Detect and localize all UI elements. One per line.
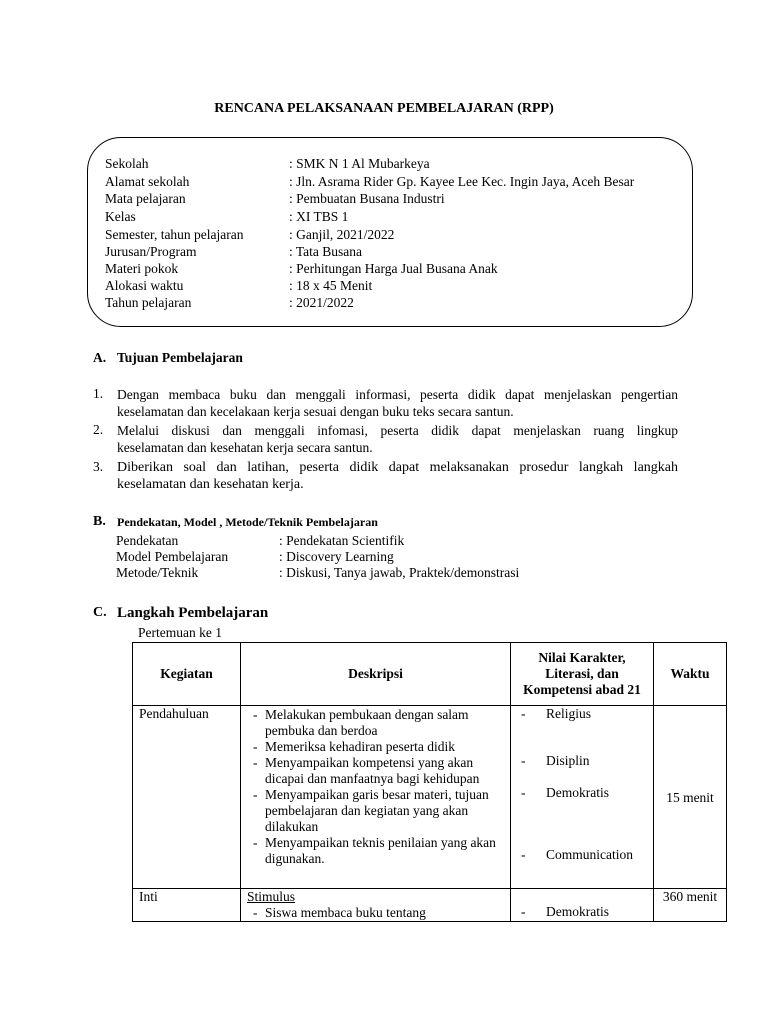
identity-label: Semester, tahun pelajaran (105, 227, 244, 242)
list-item: - Menyampaikan teknis penilaian yang akan digunakan. (253, 835, 496, 866)
objective-number: 2. (93, 422, 104, 437)
section-b-letter: B. (93, 514, 106, 529)
model-value: : Discovery Learning (279, 549, 394, 564)
identity-value: : Jln. Asrama Rider Gp. Kayee Lee Kec. Ingin Jaya, Aceh Besar (289, 174, 635, 189)
objective-line: Diberikan soal dan latihan, peserta didik dapat melaksanakan prosedur langkah langkah (117, 460, 678, 475)
identity-label: Kelas (105, 209, 136, 224)
identity-label: Alokasi waktu (105, 278, 184, 293)
identity-value: : 2021/2022 (289, 295, 354, 310)
approach-label: Pendekatan (116, 533, 179, 548)
identity-label: Jurusan/Program (105, 244, 197, 259)
cell-waktu: 360 menit (654, 889, 727, 922)
objective-item (117, 459, 678, 493)
identity-label: Alamat sekolah (105, 174, 190, 189)
cell-kegiatan: Pendahuluan (133, 706, 241, 889)
section-c-letter: C. (93, 605, 107, 620)
model-row (116, 548, 676, 565)
header-kegiatan: Kegiatan (133, 643, 241, 706)
value-text: Religius (546, 706, 592, 721)
objective-item (117, 422, 678, 456)
cell-nilai: - Demokratis (511, 889, 654, 922)
identity-row-school (105, 155, 705, 172)
document-title: RENCANA PELAKSANAAN PEMBELAJARAN (RPP) (214, 101, 554, 116)
desc-text: Menyampaikan teknis penilaian yang akan digunakan. (265, 835, 496, 866)
list-item: - Melakukan pembukaan dengan salam pembuka dan berdoa (253, 707, 469, 738)
identity-value: : Ganjil, 2021/2022 (289, 227, 395, 242)
identity-value: : Pembuatan Busana Industri (289, 191, 445, 206)
desc-text: Menyampaikan kompetensi yang akan dicapai dan manfaatnya bagi kehidupan (265, 755, 480, 786)
list-item: - Siswa membaca buku tentang (253, 905, 426, 920)
identity-value: : Perhitungan Harga Jual Busana Anak (289, 261, 498, 276)
identity-label: Mata pelajaran (105, 191, 186, 206)
objective-line: keselamatan dan kesehatan kerja secara santun. (117, 440, 373, 455)
value-text: Demokratis (546, 785, 609, 800)
desc-text: Menyampaikan garis besar materi, tujuan pembelajaran dan kegiatan yang akan dilakukan (265, 787, 489, 834)
meeting-label: Pertemuan ke 1 (138, 625, 222, 640)
objective-number: 1. (93, 386, 104, 401)
identity-label: Materi pokok (105, 261, 179, 276)
section-b-heading: Pendekatan, Model , Metode/Teknik Pembelajaran (117, 515, 378, 529)
stimulus-label: Stimulus (247, 889, 296, 904)
desc-text: Melakukan pembukaan dengan salam pembuka dan berdoa (265, 707, 469, 738)
objective-line: keselamatan dan kecelakaan kerja sesuai dengan buku teks secara santun. (117, 404, 514, 419)
identity-row-material (105, 260, 705, 277)
value-text: Disiplin (546, 753, 590, 768)
section-c-heading: Langkah Pembelajaran (117, 605, 269, 621)
desc-text: Memeriksa kehadiran peserta didik (265, 739, 456, 754)
cell-deskripsi (241, 706, 511, 889)
objective-line: Dengan membaca buku dan menggali informasi, peserta didik dapat menjelaskan pengertian (117, 387, 678, 402)
identity-label: Tahun pelajaran (105, 295, 192, 310)
identity-row-class (105, 208, 705, 225)
objective-line: Melalui diskusi dan menggali infomasi, peserta didik dapat menjelaskan ruang lingkup (117, 423, 678, 438)
objective-number: 3. (93, 459, 104, 474)
section-a-heading: Tujuan Pembelajaran (117, 350, 243, 365)
identity-label: Sekolah (105, 156, 149, 171)
identity-row-time (105, 277, 705, 294)
table-header-row (133, 643, 727, 706)
model-label: Model Pembelajaran (116, 549, 229, 564)
learning-steps-table (132, 642, 727, 922)
cell-nilai: - Religius - Disiplin - Demokratis - Communication (511, 706, 654, 889)
objective-item (117, 386, 678, 420)
list-item: - Menyampaikan kompetensi yang akan dicapai dan manfaatnya bagi kehidupan (253, 755, 480, 786)
value-text: Demokratis (546, 904, 609, 919)
identity-value: : Tata Busana (289, 244, 363, 259)
list-item: - Memeriksa kehadiran peserta didik (253, 739, 456, 754)
identity-value: : SMK N 1 Al Mubarkeya (289, 156, 430, 171)
cell-kegiatan: Inti (133, 889, 241, 922)
desc-text: Siswa membaca buku tentang (265, 905, 426, 920)
value-text: Communication (546, 847, 633, 862)
identity-value: : XI TBS 1 (289, 209, 349, 224)
identity-row-semester (105, 226, 705, 243)
list-item: - Menyampaikan garis besar materi, tujuan pembelajaran dan kegiatan yang akan dilakukan (253, 787, 489, 834)
cell-waktu: 15 menit (654, 706, 727, 889)
method-row (116, 564, 676, 581)
section-a-letter: A. (93, 350, 107, 365)
identity-row-program (105, 243, 705, 260)
method-value: : Diskusi, Tanya jawab, Praktek/demonstrasi (279, 565, 520, 580)
objective-line: keselamatan dan kesehatan kerja. (117, 477, 304, 492)
header-nilai: Nilai Karakter, Literasi, dan Kompetensi abad 21 (511, 643, 654, 706)
header-waktu: Waktu (654, 643, 727, 706)
identity-row-year (105, 294, 705, 311)
header-deskripsi: Deskripsi (241, 643, 511, 706)
identity-row-subject (105, 190, 705, 207)
table-row-inti (133, 889, 727, 922)
approach-row (116, 532, 676, 549)
approach-value: : Pendekatan Scientifik (279, 533, 405, 548)
identity-row-address (105, 173, 705, 190)
cell-deskripsi (241, 889, 511, 922)
method-label: Metode/Teknik (116, 565, 199, 580)
identity-value: : 18 x 45 Menit (289, 278, 373, 293)
table-row-pendahuluan (133, 706, 727, 889)
